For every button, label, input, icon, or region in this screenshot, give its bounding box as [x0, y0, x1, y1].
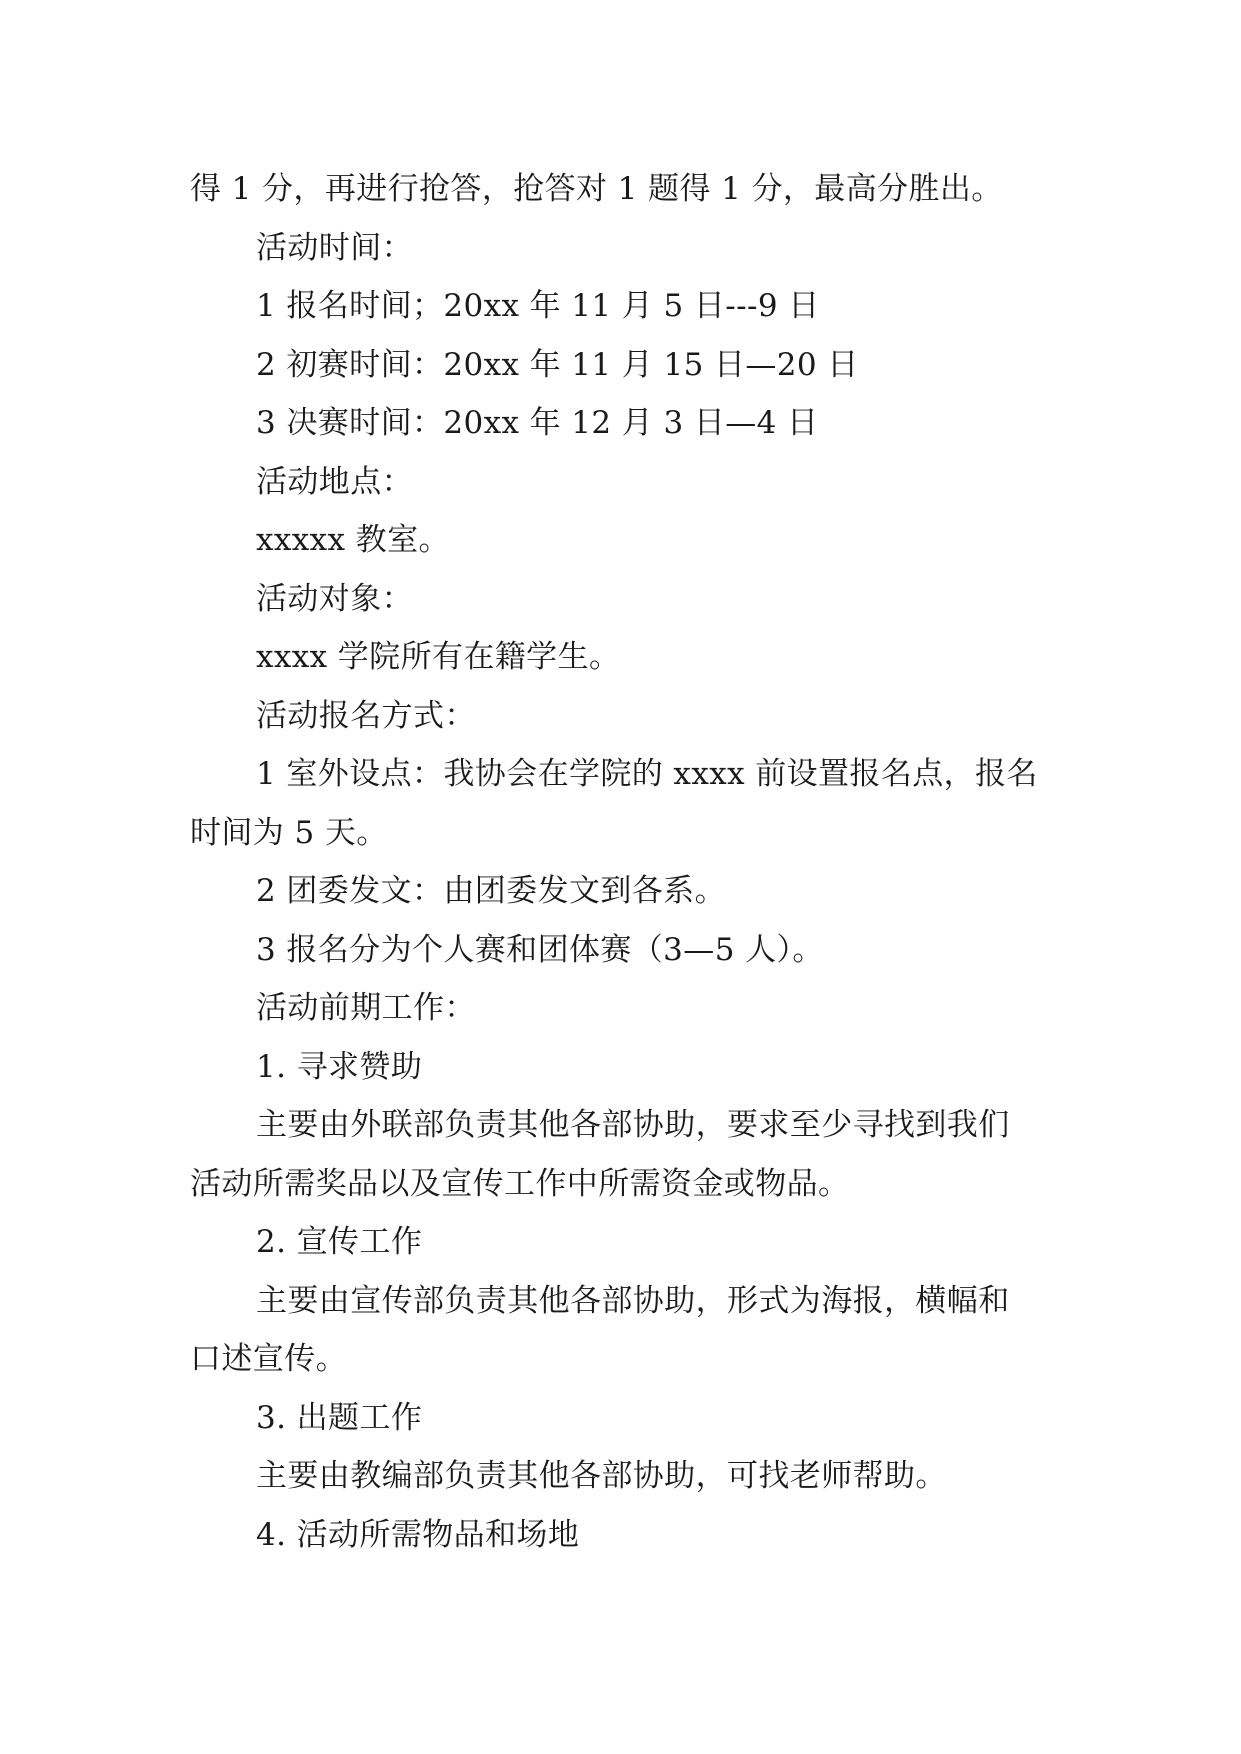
heading-registration-method: [190, 687, 1060, 746]
paragraph-outdoor-booth: [190, 745, 1060, 862]
paragraph-competition-types: [190, 921, 1060, 980]
paragraph-question-detail: [190, 1447, 1060, 1506]
text-line: 1 报名时间；20xx 年 11 月 5 日---9 日: [256, 288, 820, 324]
paragraph-league-notice: [190, 862, 1060, 921]
text-line: 2 团委发文：由团委发文到各系。: [256, 873, 726, 909]
text-line: 1. 寻求赞助: [256, 1048, 423, 1085]
text-line: 得 1 分，再进行抢答，抢答对 1 题得 1 分，最高分胜出。: [190, 171, 1003, 207]
paragraph-preliminary-time: [190, 336, 1060, 395]
text-line: 口述宣传。: [190, 1341, 347, 1377]
text-line: 2. 宣传工作: [256, 1224, 423, 1260]
paragraph-registration-time: [190, 277, 1060, 336]
text-line: 4. 活动所需物品和场地: [256, 1516, 580, 1553]
paragraph-location: [190, 511, 1060, 570]
text-line: 2 初赛时间：20xx 年 11 月 15 日—20 日: [256, 346, 859, 383]
document-page: [190, 160, 1060, 1564]
text-line: xxxx 学院所有在籍学生。: [256, 639, 621, 675]
text-line: 活动时间：: [256, 229, 413, 266]
paragraph-sponsorship-detail: [190, 1096, 1060, 1213]
text-line: 3 报名分为个人赛和团体赛（3—5 人）。: [256, 931, 824, 968]
text-line: 活动地点：: [256, 463, 413, 500]
paragraph-publicity-detail: [190, 1272, 1060, 1389]
text-line: 活动前期工作：: [256, 990, 476, 1026]
heading-activity-location: [190, 453, 1060, 512]
heading-question-setting: [190, 1389, 1060, 1448]
text-line: 活动所需奖品以及宣传工作中所需资金或物品。: [190, 1165, 850, 1202]
paragraph-final-time: [190, 394, 1060, 453]
text-line: 活动对象：: [256, 580, 413, 617]
text-line: 3. 出题工作: [256, 1399, 423, 1436]
heading-preparation-work: [190, 979, 1060, 1038]
text-line: 主要由外联部负责其他各部协助，要求至少寻找到我们: [256, 1107, 1010, 1143]
heading-publicity-work: [190, 1213, 1060, 1272]
heading-seek-sponsorship: [190, 1038, 1060, 1097]
text-line: 时间为 5 天。: [190, 814, 388, 851]
text-line: 主要由教编部负责其他各部协助，可找老师帮助。: [256, 1458, 947, 1494]
text-line: xxxxx 教室。: [256, 522, 450, 558]
heading-activity-time: [190, 219, 1060, 278]
text-line: 1 室外设点：我协会在学院的 xxxx 前设置报名点，报名: [256, 756, 1038, 792]
paragraph-target: [190, 628, 1060, 687]
text-line: 活动报名方式：: [256, 697, 476, 734]
heading-activity-target: [190, 570, 1060, 629]
paragraph-scoring-rule: [190, 160, 1060, 219]
text-line: 3 决赛时间：20xx 年 12 月 3 日—4 日: [256, 405, 819, 441]
heading-materials-venue: [190, 1506, 1060, 1565]
text-line: 主要由宣传部负责其他各部协助，形式为海报，横幅和: [256, 1282, 1010, 1319]
